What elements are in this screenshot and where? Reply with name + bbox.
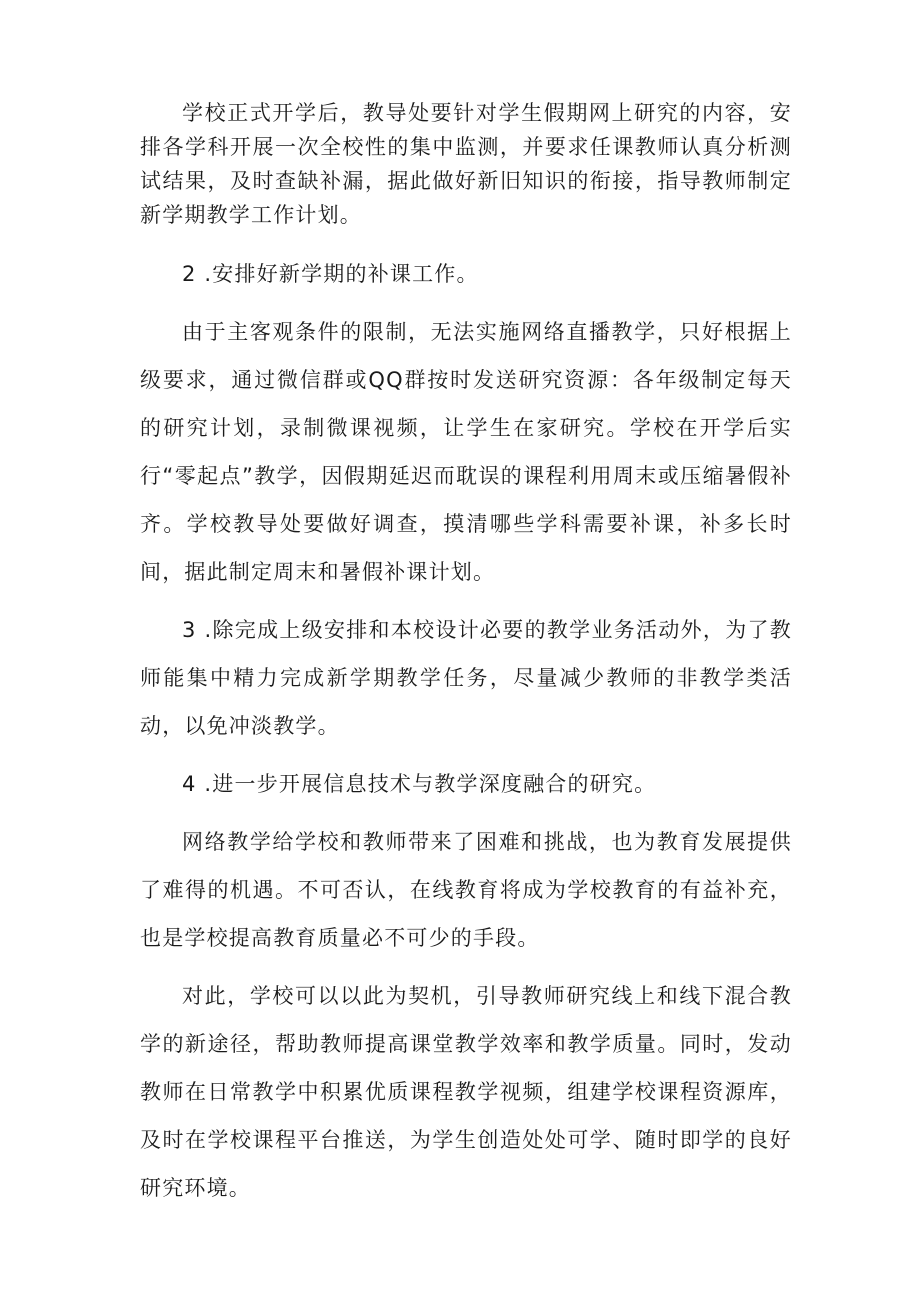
paragraph-online-teaching: 网络教学给学校和教师带来了困难和挑战，也为教育发展提供了难得的机遇。不可否认，在线教育将成为学校教育的有益补充，也是学校提高教育质量必不可少的手段。 <box>140 830 792 950</box>
paragraph-intro: 学校正式开学后，教导处要针对学生假期网上研究的内容，安排各学科开展一次全校性的集中监测，并要求任课教师认真分析测试结果，及时查缺补漏，据此做好新旧知识的衔接，指导教师制定新学期教学工作计划。 <box>140 101 792 227</box>
paragraph-blended-learning: 对此，学校可以以此为契机，引导教师研究线上和线下混合教学的新途径，帮助教师提高课堂教学效率和教学质量。同时，发动教师在日常教学中积累优质课程教学视频，组建学校课程资源库，及时在学校课程平台推送，为学生创造处处可学、随时即学的良好研究环境。 <box>140 984 792 1200</box>
heading-item-3: 3 .除完成上级安排和本校设计必要的教学业务活动外，为了教师能集中精力完成新学期教学任务，尽量减少教师的非教学类活动，以免冲淡教学。 <box>140 618 792 738</box>
heading-item-2: 2 .安排好新学期的补课工作。 <box>182 262 479 286</box>
document-body <box>140 96 792 1212</box>
paragraph-makeup-classes: 由于主客观条件的限制，无法实施网络直播教学，只好根据上级要求，通过微信群或QQ群按时发送研究资源：各年级制定每天的研究计划，录制微课视频，让学生在家研究。学校在开学后实行“零起点”教学，因假期延迟而耽误的课程利用周末或压缩暑假补齐。学校教导处要做好调查，摸清哪些学科需要补课，补多长时间，据此制定周末和暑假补课计划。 <box>140 320 792 584</box>
heading-item-4: 4 .进一步开展信息技术与教学深度融合的研究。 <box>182 772 657 796</box>
